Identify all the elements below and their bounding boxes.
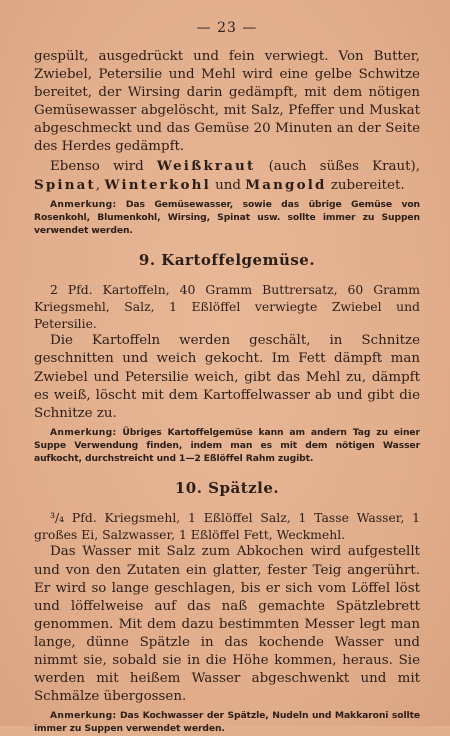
note-text: Das Kochwasser der Spätzle, Nudeln und Makkaroni sollte immer zu Suppen verwendet werden. (34, 710, 420, 735)
variants-paragraph (34, 157, 420, 195)
mangold-term: Mangold (245, 176, 327, 193)
variants-text-2: (auch süßes Kraut), (255, 158, 421, 174)
body-spaetzle: Das Wasser mit Salz zum Abkochen wird aufgestellt und von den Zutaten ein glatter, fester Teig angerührt. Er wird so lange geschlagen, bis er sich vom Löffel löst und löffelweise auf das naß gemachte Spätzlebrett genommen. Mit dem dazu bestimmten Messer legt man lange, dünne Spätzle in das kochende Wasser und nimmt sie, sobald sie in die Höhe kommen, heraus. Sie werden mit heißem Wasser abgeschwenkt und mit Schmälze übergossen. (34, 544, 420, 705)
spinat-term: Spinat (34, 176, 96, 193)
variants-text-4: und (210, 177, 246, 193)
note-spaetzle (34, 709, 420, 735)
note-label: Anmerkung: (50, 426, 117, 438)
body-kartoffelgemuese: Die Kartoffeln werden geschält, in Schnitze geschnitten und weich gekocht. Im Fett dämpft man Zwiebel und Petersilie weich, gibt das Mehl zu, dämpft es weiß, löscht mit dem Kartoffelwasser ab und gibt die Schnitze zu. (34, 333, 420, 421)
variants-text-3: , (95, 177, 105, 193)
note-text: Übriges Kartoffelgemüse kann am andern Tag zu einer Suppe Verwendung finden, indem man es mit dem nötigen Wasser aufkocht, durchstreicht und 1—2 Eßlöffel Rahm zugibt. (34, 426, 420, 465)
weisskraut-term: Weißkraut (156, 157, 256, 174)
variants-text-1: Ebenso wird (50, 158, 157, 174)
intro-paragraph: gespült, ausgedrückt und fein verwiegt. Von Butter, Zwiebel, Petersilie und Mehl wird eine gelbe Schwitze bereitet, der Wirsing darin gedämpft, mit dem nötigen Gemüsewasser abgelöscht, mit Salz, Pfeffer und Muskat abgeschmeckt und das Gemüse 20 Minuten an der Seite des Herdes gedämpft. (34, 49, 420, 155)
ingredients-spaetzle: ³/₄ Pfd. Kriegsmehl, 1 Eßlöffel Salz, 1 Tasse Wasser, 1 großes Ei, Salzwasser, 1 Eßlöffel Fett, Weckmehl. (34, 510, 420, 543)
intro-note (34, 198, 420, 238)
page-number: — 23 — (196, 20, 258, 36)
note-label: Anmerkung: (50, 710, 117, 722)
note-kartoffelgemuese (34, 426, 420, 466)
note-label: Anmerkung: (50, 198, 117, 210)
ingredients-kartoffelgemuese: 2 Pfd. Kartoffeln, 40 Gramm Buttrersatz, 60 Gramm Kriegsmehl, Salz, 1 Eßlöffel verwiegte Zwiebel und Petersilie. (34, 282, 420, 332)
section-title-kartoffelgemuese: 9. Kartoffelgemüse. (138, 251, 316, 270)
variants-text-5: zubereitet. (326, 177, 405, 193)
note-text: Das Gemüsewasser, sowie das übrige Gemüse von Rosenkohl, Blumenkohl, Wirsing, Spinat usw. sollte immer zu Suppen verwendet werden. (34, 198, 420, 237)
section-title-spaetzle: 10. Spätzle. (174, 479, 280, 498)
winterkohl-term: Winterkohl (104, 176, 211, 193)
